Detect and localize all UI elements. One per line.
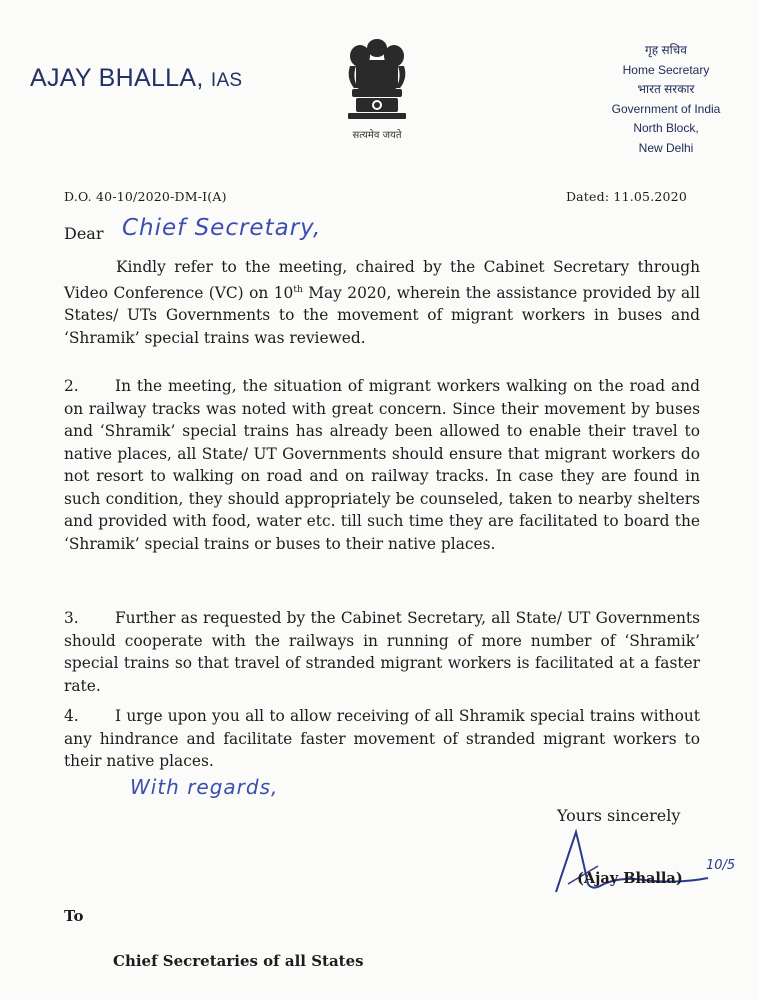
salutation-handwritten-name: Chief Secretary, xyxy=(122,215,322,241)
paragraph-2-number: 2. xyxy=(64,377,79,395)
office-city: New Delhi xyxy=(638,140,694,155)
government-name: Government of India xyxy=(611,101,721,116)
emblem-motto: सत्यमेव जयते xyxy=(352,130,402,141)
paragraph-1 xyxy=(64,256,700,349)
recipient-addressee: Chief Secretaries of all States xyxy=(113,952,364,970)
letter-date: Dated: 11.05.2020 xyxy=(565,189,687,204)
handwritten-regards: With regards, xyxy=(130,775,279,799)
paragraph-4-number: 4. xyxy=(64,707,79,725)
paragraph-1-superscript: th xyxy=(293,284,303,295)
paragraph-2-text: In the meeting, the situation of migrant workers walking on the road and on railway tracks was noted with great concern. Since their movement by buses and ‘Shramik’ special trains has already been allowed to enable their travel to native places, all State/ UT Governments should ensure that migrant workers do not resort to walking on road and on railway tracks. In case they are found in such condition, they should appropriately be counseled, taken to nearby shelters and provided with food, water etc. till such time they are facilitated to board the ‘Shramik’ special trains or buses to their native places. xyxy=(64,377,700,553)
paragraph-4 xyxy=(64,705,700,773)
sender-name-text: AJAY BHALLA, xyxy=(30,64,204,92)
recipient-label: To xyxy=(64,907,84,925)
signature-date: 10/5 xyxy=(706,858,736,873)
signer-name: (Ajay Bhalla) xyxy=(577,870,683,887)
sender-name xyxy=(30,64,242,93)
designation-block xyxy=(601,41,731,158)
paragraph-1-end: May 2020, wherein the assistance provided by all States/ UTs Governments to the movement of migrant workers in buses and ‘Shramik’ special trains was reviewed. xyxy=(64,283,701,347)
designation-hindi: गृह सचिव xyxy=(645,43,687,57)
designation-title: Home Secretary xyxy=(622,62,710,77)
paragraph-1-start: Kindly refer to the meeting, chaired by the Cabinet Secretary through Video Conference (VC) on 10 xyxy=(64,258,700,302)
paragraph-4-text: I urge upon you all to allow receiving of all Shramik special trains without any hindrance and facilitate faster movement of stranded migrant workers to their native places. xyxy=(64,707,700,770)
sender-suffix: IAS xyxy=(210,70,243,91)
paragraph-3-text: Further as requested by the Cabinet Secretary, all State/ UT Governments should cooperate with the railways in running of more number of ‘Shramik’ special trains so that travel of stranded migrant workers is facilitated at a faster rate. xyxy=(64,609,700,695)
paragraph-3-number: 3. xyxy=(64,609,79,627)
government-hindi: भारत सरकार xyxy=(637,82,695,96)
office-name: North Block, xyxy=(633,121,699,135)
reference-number: D.O. 40-10/2020-DM-I(A) xyxy=(64,189,227,204)
salutation-greeting: Dear xyxy=(64,224,104,243)
paragraph-2 xyxy=(64,375,700,555)
paragraph-3 xyxy=(64,607,700,697)
closing-sincerely: Yours sincerely xyxy=(557,806,681,825)
